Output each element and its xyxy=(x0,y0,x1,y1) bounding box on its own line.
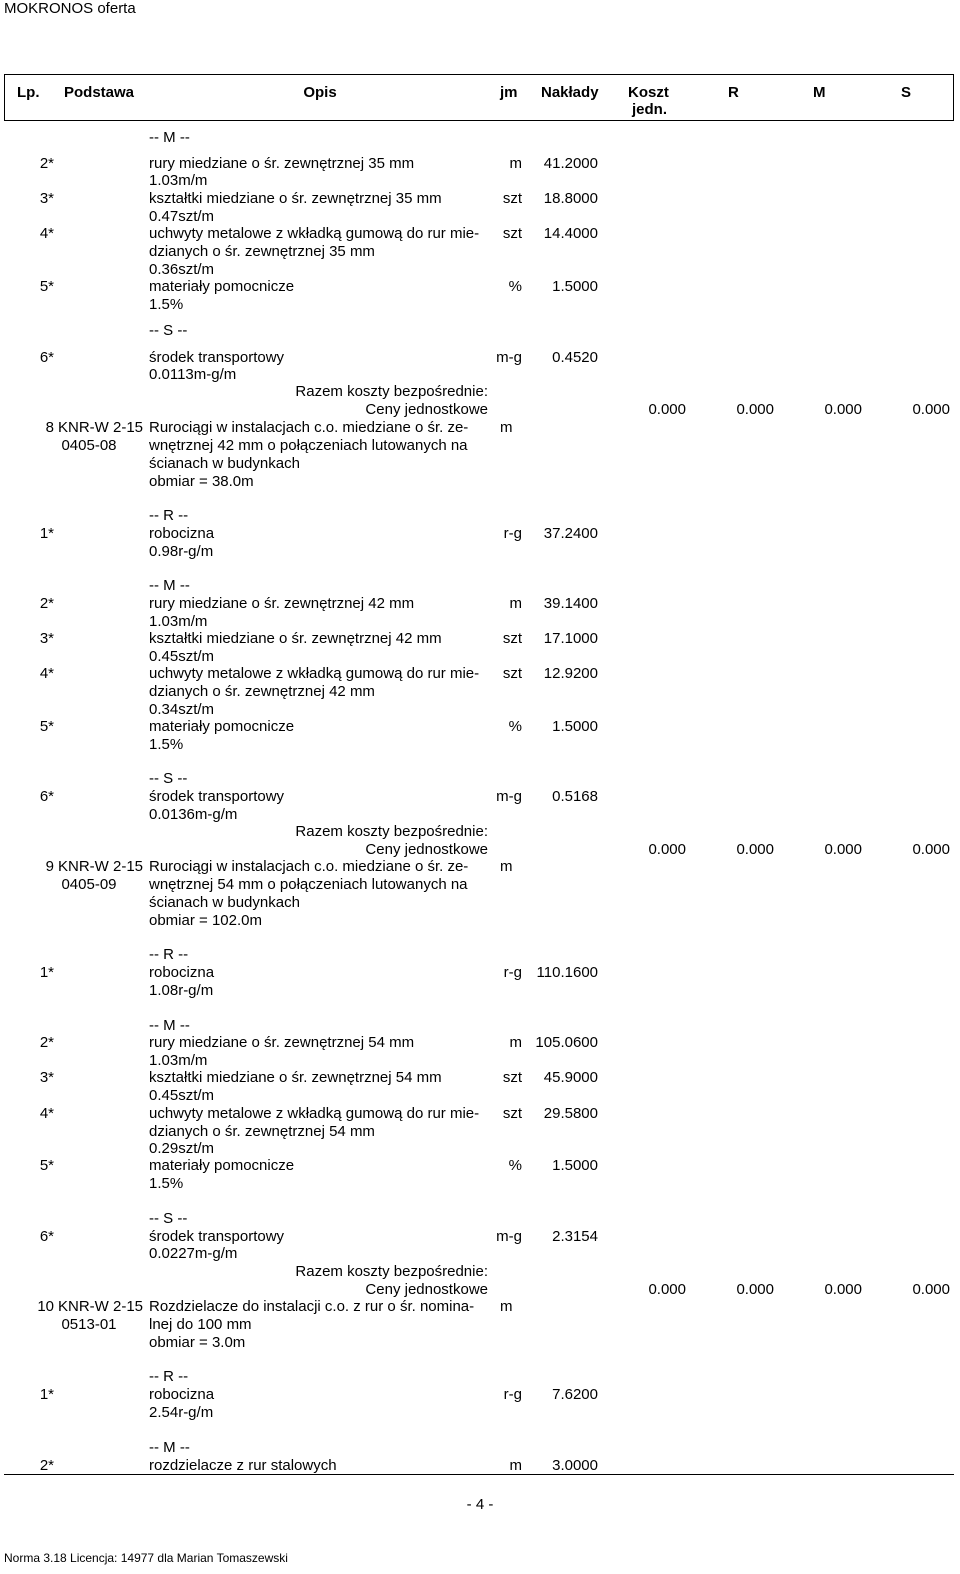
row-description: środek transportowy xyxy=(149,349,285,366)
row-lp: 2* xyxy=(39,155,54,172)
row-lp: 9 xyxy=(45,858,54,875)
row-jm: m xyxy=(500,419,513,436)
row-jm: m xyxy=(500,858,513,875)
row-lp: 6* xyxy=(39,788,54,805)
row-description: kształtki miedziane o śr. zewnętrznej 42 mm xyxy=(149,630,442,647)
row-jm: m-g xyxy=(496,349,522,366)
row-description: 0.0136m-g/m xyxy=(149,806,238,823)
col-header-podstawa: Podstawa xyxy=(64,84,135,101)
row-description: 1.5% xyxy=(149,296,184,313)
row-description: ścianach w budynkach xyxy=(149,894,300,911)
row-lp: 3* xyxy=(39,630,54,647)
row-description: obmiar = 38.0m xyxy=(149,473,254,490)
col-header-koszt-jedn: jedn. xyxy=(632,101,668,118)
unit-price-r: 0.000 xyxy=(648,401,686,418)
row-description: 0.29szt/m xyxy=(149,1140,215,1157)
row-description: ścianach w budynkach xyxy=(149,455,300,472)
row-jm: m-g xyxy=(496,788,522,805)
col-header-koszt: Koszt xyxy=(628,84,669,101)
row-description: 1.03m/m xyxy=(149,1052,208,1069)
unit-price-m: 0.000 xyxy=(736,401,774,418)
document-title: MOKRONOS oferta xyxy=(4,0,136,17)
row-lp: 1* xyxy=(39,1386,54,1403)
col-header-lp: Lp. xyxy=(17,84,40,101)
unit-price-r: 0.000 xyxy=(648,1281,686,1298)
row-description: rury miedziane o śr. zewnętrznej 42 mm xyxy=(149,595,415,612)
row-description: 1.08r-g/m xyxy=(149,982,214,999)
row-description: dzianych o śr. zewnętrznej 35 mm xyxy=(149,243,375,260)
row-lp: 4* xyxy=(39,225,54,242)
row-naklady: 45.9000 xyxy=(543,1069,598,1086)
row-naklady: 1.5000 xyxy=(552,278,598,295)
row-description: dzianych o śr. zewnętrznej 42 mm xyxy=(149,683,375,700)
row-naklady: 105.0600 xyxy=(535,1034,598,1051)
row-description: 1.5% xyxy=(149,1175,184,1192)
row-podstawa: 0405-08 xyxy=(61,437,117,454)
row-lp: 4* xyxy=(39,1105,54,1122)
row-description: uchwyty metalowe z wkładką gumową do rur mie- xyxy=(149,225,480,242)
row-podstawa: 0405-09 xyxy=(61,876,117,893)
row-description: środek transportowy xyxy=(149,1228,285,1245)
row-description: materiały pomocnicze xyxy=(149,278,295,295)
row-jm: % xyxy=(508,278,522,295)
row-description: materiały pomocnicze xyxy=(149,1157,295,1174)
unit-price-m: 0.000 xyxy=(736,1281,774,1298)
header-left-rule xyxy=(4,74,5,120)
section-marker: -- M -- xyxy=(149,577,190,594)
row-naklady: 3.0000 xyxy=(552,1457,598,1474)
row-lp: 6* xyxy=(39,1228,54,1245)
row-naklady: 29.5800 xyxy=(543,1105,598,1122)
row-naklady: 39.1400 xyxy=(543,595,598,612)
row-naklady: 1.5000 xyxy=(552,1157,598,1174)
header-top-rule xyxy=(4,74,954,75)
unit-price-total: 0.000 xyxy=(912,401,950,418)
row-jm: szt xyxy=(502,190,522,207)
row-lp: 10 xyxy=(37,1298,54,1315)
row-lp: 2* xyxy=(39,1457,54,1474)
row-jm: szt xyxy=(502,1069,522,1086)
row-description: Rozdzielacze do instalacji c.o. z rur o śr. nomina- xyxy=(149,1298,475,1315)
row-description: 0.0227m-g/m xyxy=(149,1245,238,1262)
row-naklady: 7.6200 xyxy=(552,1386,598,1403)
row-lp: 4* xyxy=(39,665,54,682)
row-description: 0.45szt/m xyxy=(149,1087,215,1104)
row-description: materiały pomocnicze xyxy=(149,718,295,735)
row-description: obmiar = 102.0m xyxy=(149,912,262,929)
row-description: rury miedziane o śr. zewnętrznej 54 mm xyxy=(149,1034,415,1051)
row-naklady: 17.1000 xyxy=(543,630,598,647)
row-lp: 1* xyxy=(39,964,54,981)
row-jm: m xyxy=(509,1457,522,1474)
row-description: Rurociągi w instalacjach c.o. miedziane o śr. ze- xyxy=(149,858,469,875)
row-jm: szt xyxy=(502,1105,522,1122)
row-description: robocizna xyxy=(149,525,215,542)
row-description: rozdzielacze z rur stalowych xyxy=(149,1457,337,1474)
unit-price-r: 0.000 xyxy=(648,841,686,858)
ceny-label: Ceny jednostkowe xyxy=(365,841,488,858)
row-lp: 2* xyxy=(39,1034,54,1051)
row-naklady: 1.5000 xyxy=(552,718,598,735)
row-lp: 2* xyxy=(39,595,54,612)
row-description: uchwyty metalowe z wkładką gumową do rur mie- xyxy=(149,665,480,682)
row-naklady: 41.2000 xyxy=(543,155,598,172)
row-description: 2.54r-g/m xyxy=(149,1404,214,1421)
section-marker: -- M -- xyxy=(149,1439,190,1456)
row-jm: m xyxy=(500,1298,513,1315)
col-header-jm: jm xyxy=(500,84,518,101)
row-lp: 5* xyxy=(39,1157,54,1174)
row-naklady: 0.5168 xyxy=(552,788,598,805)
row-podstawa: KNR-W 2-15 xyxy=(58,419,144,436)
section-marker: -- R -- xyxy=(149,1368,189,1385)
row-description: 0.36szt/m xyxy=(149,261,215,278)
row-description: lnej do 100 mm xyxy=(149,1316,252,1333)
row-lp: 3* xyxy=(39,190,54,207)
row-podstawa: KNR-W 2-15 xyxy=(58,1298,144,1315)
row-jm: m xyxy=(509,1034,522,1051)
section-marker: -- S -- xyxy=(149,1210,188,1227)
row-description: dzianych o śr. zewnętrznej 54 mm xyxy=(149,1123,375,1140)
row-jm: r-g xyxy=(503,525,522,542)
footer-license: Norma 3.18 Licencja: 14977 dla Marian Tomaszewski xyxy=(4,1551,288,1565)
razem-label: Razem koszty bezpośrednie: xyxy=(295,823,488,840)
ceny-label: Ceny jednostkowe xyxy=(365,1281,488,1298)
row-description: Rurociągi w instalacjach c.o. miedziane o śr. ze- xyxy=(149,419,469,436)
row-description: 0.0113m-g/m xyxy=(149,366,237,383)
row-lp: 5* xyxy=(39,718,54,735)
row-naklady: 37.2400 xyxy=(543,525,598,542)
row-jm: % xyxy=(508,718,522,735)
col-header-r: R xyxy=(728,84,739,101)
section-marker: -- R -- xyxy=(149,507,189,524)
row-podstawa: KNR-W 2-15 xyxy=(58,858,144,875)
row-jm: m-g xyxy=(496,1228,522,1245)
section-marker: -- S -- xyxy=(149,770,188,787)
section-marker: -- M -- xyxy=(149,1017,190,1034)
unit-price-s: 0.000 xyxy=(824,841,862,858)
row-lp: 1* xyxy=(39,525,54,542)
row-lp: 5* xyxy=(39,278,54,295)
section-marker: -- M -- xyxy=(149,129,190,146)
col-header-opis: Opis xyxy=(303,84,337,101)
row-jm: szt xyxy=(502,630,522,647)
row-lp: 6* xyxy=(39,349,54,366)
row-description: robocizna xyxy=(149,964,215,981)
row-naklady: 0.4520 xyxy=(552,349,598,366)
row-lp: 3* xyxy=(39,1069,54,1086)
ceny-label: Ceny jednostkowe xyxy=(365,401,488,418)
razem-label: Razem koszty bezpośrednie: xyxy=(295,1263,488,1280)
unit-price-total: 0.000 xyxy=(912,841,950,858)
col-header-m: M xyxy=(813,84,826,101)
col-header-naklady: Nakłady xyxy=(541,84,599,101)
row-description: wnętrznej 54 mm o połączeniach lutowanych na xyxy=(149,876,468,893)
unit-price-s: 0.000 xyxy=(824,401,862,418)
row-description: robocizna xyxy=(149,1386,215,1403)
unit-price-m: 0.000 xyxy=(736,841,774,858)
row-description: 1.03m/m xyxy=(149,172,208,189)
section-marker: -- R -- xyxy=(149,946,189,963)
row-description: wnętrznej 42 mm o połączeniach lutowanych na xyxy=(149,437,468,454)
row-jm: r-g xyxy=(503,964,522,981)
row-description: 1.5% xyxy=(149,736,184,753)
unit-price-s: 0.000 xyxy=(824,1281,862,1298)
row-description: 0.98r-g/m xyxy=(149,543,214,560)
col-header-s: S xyxy=(901,84,912,101)
page-number: - 4 - xyxy=(466,1496,494,1513)
row-jm: m xyxy=(509,595,522,612)
row-description: 0.47szt/m xyxy=(149,208,215,225)
row-naklady: 110.1600 xyxy=(536,964,598,981)
row-description: 1.03m/m xyxy=(149,613,208,630)
row-jm: % xyxy=(508,1157,522,1174)
row-description: kształtki miedziane o śr. zewnętrznej 54 mm xyxy=(149,1069,442,1086)
header-right-rule xyxy=(953,74,954,120)
row-description: 0.45szt/m xyxy=(149,648,215,665)
row-jm: szt xyxy=(502,665,522,682)
row-jm: szt xyxy=(502,225,522,242)
row-description: obmiar = 3.0m xyxy=(149,1334,246,1351)
row-lp: 8 xyxy=(45,419,54,436)
row-podstawa: 0513-01 xyxy=(61,1316,117,1333)
row-naklady: 18.8000 xyxy=(543,190,598,207)
header-bottom-rule xyxy=(4,120,954,121)
section-marker: -- S -- xyxy=(149,322,188,339)
row-description: kształtki miedziane o śr. zewnętrznej 35 mm xyxy=(149,190,442,207)
row-naklady: 12.9200 xyxy=(543,665,598,682)
row-description: rury miedziane o śr. zewnętrznej 35 mm xyxy=(149,155,415,172)
page-bottom-rule xyxy=(4,1474,954,1475)
row-jm: m xyxy=(509,155,522,172)
unit-price-total: 0.000 xyxy=(912,1281,950,1298)
row-jm: r-g xyxy=(503,1386,522,1403)
row-description: uchwyty metalowe z wkładką gumową do rur mie- xyxy=(149,1105,480,1122)
row-naklady: 2.3154 xyxy=(552,1228,598,1245)
row-description: środek transportowy xyxy=(149,788,285,805)
row-description: 0.34szt/m xyxy=(149,701,215,718)
row-naklady: 14.4000 xyxy=(543,225,598,242)
razem-label: Razem koszty bezpośrednie: xyxy=(295,383,488,400)
